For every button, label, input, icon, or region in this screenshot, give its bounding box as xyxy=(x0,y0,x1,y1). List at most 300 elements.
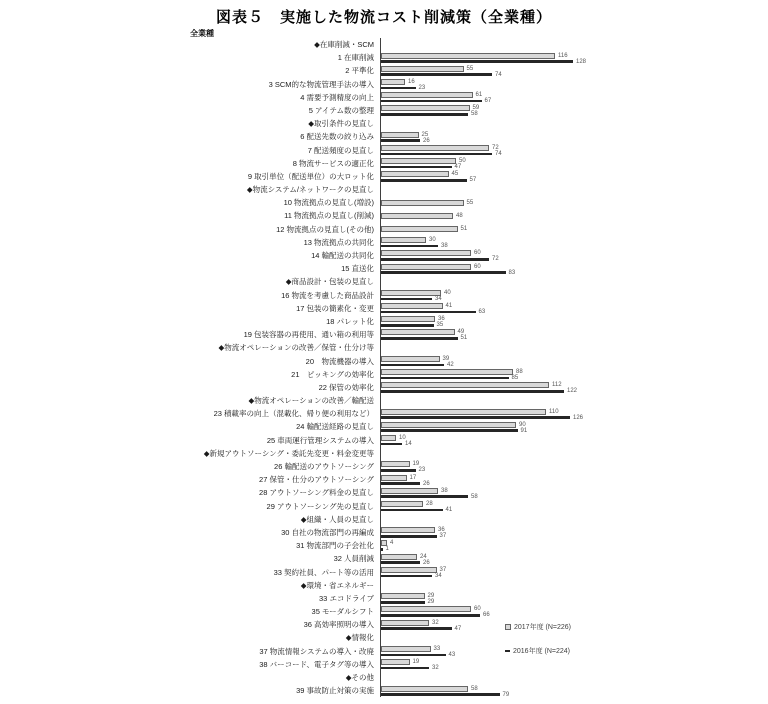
bar-2017 xyxy=(381,226,458,232)
bar-2017-value: 16 xyxy=(408,78,415,85)
bar-2016-value: 37 xyxy=(439,533,447,540)
item-label: 17 包装の簡素化・変更 xyxy=(296,303,374,313)
bar-2017-line xyxy=(381,92,768,98)
bar-2017-line xyxy=(381,554,768,560)
row-bars xyxy=(380,249,768,262)
bar-2017 xyxy=(381,567,437,573)
bar-2016-line xyxy=(381,86,768,89)
bar-2016 xyxy=(381,667,429,670)
row-bars xyxy=(380,460,768,473)
item-label: 24 輸配送経路の見直し xyxy=(296,422,374,432)
bar-2017-value: 39 xyxy=(442,355,450,362)
bar-2017-value: 61 xyxy=(475,92,483,99)
bar-2016-line xyxy=(381,653,768,656)
item-row xyxy=(0,592,768,605)
bar-2017 xyxy=(381,356,440,362)
item-row xyxy=(0,618,768,631)
item-row xyxy=(0,315,768,328)
bar-2016-value: 66 xyxy=(483,612,490,619)
bar-2017 xyxy=(381,105,470,111)
row-bars xyxy=(380,315,768,328)
bar-2017 xyxy=(381,264,471,270)
row-bars xyxy=(380,368,768,381)
row-bars xyxy=(380,104,768,117)
item-row xyxy=(0,486,768,499)
item-label: 21 ピッキングの効率化 xyxy=(291,369,374,379)
bar-2017-line xyxy=(381,369,768,375)
bar-2016-line xyxy=(381,390,768,393)
bar-2016-value: 29 xyxy=(427,599,435,606)
chart-rows xyxy=(0,38,768,697)
bar-2017-line xyxy=(381,540,768,546)
bar-2016-value: 63 xyxy=(478,309,486,316)
category-header-row xyxy=(0,183,768,196)
item-row xyxy=(0,355,768,368)
bar-2016-line xyxy=(381,535,768,538)
item-row xyxy=(0,262,768,275)
row-bars xyxy=(380,223,768,236)
bar-2017-value: 60 xyxy=(474,606,481,613)
bar-2016 xyxy=(381,535,437,538)
row-bars xyxy=(380,117,768,130)
row-bars xyxy=(380,341,768,354)
bar-2016-value: 47 xyxy=(454,164,462,171)
legend-label-2016: 2016年度 (N=224) xyxy=(513,648,571,655)
bar-2017-line xyxy=(381,329,768,335)
row-bars xyxy=(380,473,768,486)
bar-2016-line xyxy=(381,363,768,366)
item-row xyxy=(0,78,768,91)
item-row xyxy=(0,209,768,222)
row-bars xyxy=(380,486,768,499)
bar-2016-value: 72 xyxy=(492,256,499,263)
bar-2017-value: 112 xyxy=(552,382,562,389)
row-bars xyxy=(380,447,768,460)
item-label: 28 アウトソーシング料金の見直し xyxy=(259,488,374,498)
bar-2016 xyxy=(381,245,438,248)
bar-2016-line xyxy=(381,601,768,604)
item-row xyxy=(0,526,768,539)
item-label: 1 在庫削減 xyxy=(337,53,374,63)
bar-2017 xyxy=(381,303,443,309)
bar-2017 xyxy=(381,250,471,256)
item-row xyxy=(0,302,768,315)
category-header-row xyxy=(0,579,768,592)
bar-2017-value: 45 xyxy=(451,171,459,178)
bar-2016-value: 74 xyxy=(495,71,502,78)
item-row xyxy=(0,223,768,236)
bar-2016 xyxy=(381,166,452,169)
row-bars xyxy=(380,592,768,605)
bar-2017-value: 116 xyxy=(558,52,568,59)
bar-2017 xyxy=(381,316,435,322)
bar-2016 xyxy=(381,693,500,696)
bar-2016 xyxy=(381,482,420,485)
row-bars xyxy=(380,196,768,209)
bar-2016-line xyxy=(381,548,768,551)
bar-2017-value: 49 xyxy=(457,329,465,336)
item-row xyxy=(0,605,768,618)
bar-2016-value: 32 xyxy=(432,665,439,672)
row-bars xyxy=(380,566,768,579)
bar-2017-value: 29 xyxy=(427,593,435,600)
item-row xyxy=(0,249,768,262)
bar-2016-line xyxy=(381,166,768,169)
bar-2017 xyxy=(381,158,456,164)
row-bars xyxy=(380,289,768,302)
bar-2016 xyxy=(381,416,570,419)
category-header-row xyxy=(0,671,768,684)
bar-2016-line xyxy=(381,614,768,617)
bar-2017-value: 19 xyxy=(412,461,420,468)
item-row xyxy=(0,500,768,513)
bar-2017-line xyxy=(381,620,768,626)
item-row xyxy=(0,144,768,157)
bar-2017-line xyxy=(381,303,768,309)
bar-2017 xyxy=(381,554,417,560)
item-label: 31 物流部門の子会社化 xyxy=(296,541,374,551)
item-row xyxy=(0,552,768,565)
bar-2017 xyxy=(381,329,455,335)
bar-2016-line xyxy=(381,271,768,274)
bar-2016-value: 74 xyxy=(495,150,502,157)
item-row xyxy=(0,407,768,420)
bar-2017 xyxy=(381,422,516,428)
category-header-row xyxy=(0,275,768,288)
bar-2016-line xyxy=(381,627,768,630)
bar-2017-line xyxy=(381,53,768,59)
bar-2016-value: 51 xyxy=(460,335,468,342)
bar-2016-value: 85 xyxy=(511,375,519,382)
row-bars xyxy=(380,420,768,433)
item-label: 23 積載率の向上（混載化、帰り便の利用など） xyxy=(213,409,374,419)
row-bars xyxy=(380,434,768,447)
item-label: 32 人員削減 xyxy=(333,554,374,564)
category-header-row xyxy=(0,447,768,460)
category-header-label: ◆在庫削減・SCM xyxy=(314,40,374,49)
bar-2017-value: 60 xyxy=(474,263,481,270)
bar-2016 xyxy=(381,377,509,380)
bar-2017 xyxy=(381,475,407,481)
bar-2016-line xyxy=(381,442,768,445)
bar-2017-line xyxy=(381,264,768,270)
row-bars xyxy=(380,645,768,658)
item-label: 3 SCM的な物流管理手法の導入 xyxy=(268,79,374,89)
bar-2016 xyxy=(381,179,467,182)
bar-2017-line xyxy=(381,422,768,428)
item-row xyxy=(0,368,768,381)
bar-2016-line xyxy=(381,297,768,300)
bar-2016-value: 43 xyxy=(448,651,456,658)
bar-2017-line xyxy=(381,593,768,599)
bar-2017 xyxy=(381,369,513,375)
row-bars xyxy=(380,144,768,157)
category-header-row xyxy=(0,394,768,407)
bar-2017-value: 50 xyxy=(459,158,466,165)
bar-2017-line xyxy=(381,659,768,665)
row-bars xyxy=(380,684,768,697)
bar-2016-line xyxy=(381,311,768,314)
bar-2017-line xyxy=(381,145,768,151)
bar-2016-line xyxy=(381,429,768,432)
bar-2017-line xyxy=(381,646,768,652)
bar-2016 xyxy=(381,100,482,103)
row-bars xyxy=(380,658,768,671)
bar-2017 xyxy=(381,290,441,296)
row-bars xyxy=(380,381,768,394)
item-label: 26 輸配送のアウトソーシング xyxy=(274,462,374,471)
bar-2016 xyxy=(381,469,416,472)
bar-2016-line xyxy=(381,482,768,485)
bar-2017-line xyxy=(381,237,768,243)
item-label: 13 物流拠点の共同化 xyxy=(303,237,374,247)
bar-2016-value: 126 xyxy=(573,414,584,421)
bar-2017-value: 48 xyxy=(456,213,463,220)
bar-2017-value: 55 xyxy=(466,65,474,72)
row-bars xyxy=(380,394,768,407)
bar-2016 xyxy=(381,258,489,261)
row-bars xyxy=(380,170,768,183)
bar-2017 xyxy=(381,501,423,507)
bar-2016-value: 23 xyxy=(418,84,426,91)
bar-2017 xyxy=(381,132,419,138)
item-row xyxy=(0,328,768,341)
bar-2017-value: 36 xyxy=(438,316,445,323)
bar-2016-value: 38 xyxy=(441,243,448,250)
item-label: 33 契約社員、パート等の活用 xyxy=(273,567,374,577)
bar-2016-value: 34 xyxy=(435,295,442,302)
item-label: 10 物流拠点の見直し(増設) xyxy=(283,198,374,208)
row-bars xyxy=(380,91,768,104)
category-header-label: ◆商品設計・包装の見直し xyxy=(285,277,374,287)
item-row xyxy=(0,289,768,302)
row-bars xyxy=(380,526,768,539)
bar-2017-line xyxy=(381,501,768,507)
bar-2017 xyxy=(381,461,410,467)
bar-2016-value: 122 xyxy=(567,388,578,395)
bar-2016 xyxy=(381,337,458,340)
item-label: 25 車両運行管理システムの導入 xyxy=(266,435,374,445)
bar-2016-line xyxy=(381,73,768,76)
item-row xyxy=(0,658,768,671)
bar-2016-value: 58 xyxy=(471,493,478,500)
item-label: 12 物流拠点の見直し(その他) xyxy=(276,224,374,234)
bar-2016-value: 35 xyxy=(436,322,444,329)
bar-2016-line xyxy=(381,60,768,63)
legend-swatch-2016-icon xyxy=(505,650,510,652)
item-row xyxy=(0,684,768,697)
bar-2016 xyxy=(381,443,402,446)
item-row xyxy=(0,420,768,433)
bar-2016-value: 23 xyxy=(418,467,426,474)
row-bars xyxy=(380,671,768,684)
item-label: 11 物流拠点の見直し(削減) xyxy=(284,211,374,221)
item-label: 35 モーダルシフト xyxy=(311,607,374,617)
bar-2017-value: 25 xyxy=(421,131,429,138)
bar-2016 xyxy=(381,364,444,367)
item-label: 29 アウトソーシング先の見直し xyxy=(266,501,374,511)
bar-2017-value: 40 xyxy=(444,289,451,296)
bar-2016-line xyxy=(381,324,768,327)
item-row xyxy=(0,381,768,394)
bar-2016-line xyxy=(381,561,768,564)
bar-2016 xyxy=(381,87,416,90)
bar-2016 xyxy=(381,548,383,551)
bar-2016-value: 79 xyxy=(502,691,510,698)
category-header-row xyxy=(0,513,768,526)
bar-2017 xyxy=(381,606,471,612)
bar-2017-line xyxy=(381,105,768,111)
bar-2016 xyxy=(381,627,452,630)
bar-2017-value: 88 xyxy=(516,369,523,376)
category-header-row xyxy=(0,117,768,130)
bar-2017-value: 110 xyxy=(549,408,559,415)
category-header-label: ◆新規アウトソーシング・委託先変更・料金変更等 xyxy=(203,448,374,458)
bar-2016-value: 26 xyxy=(423,137,430,144)
bar-2016-value: 26 xyxy=(423,559,430,566)
category-header-label: ◆物流オペレーションの改善／輸配送 xyxy=(248,396,374,406)
bar-2017-value: 59 xyxy=(472,105,480,112)
bar-2016 xyxy=(381,429,518,432)
row-bars xyxy=(380,355,768,368)
bar-2017-line xyxy=(381,686,768,692)
bar-2016-line xyxy=(381,495,768,498)
bar-2016 xyxy=(381,654,446,657)
legend-item-2017 xyxy=(505,622,571,632)
chart-subtitle: 全業種 xyxy=(190,29,214,38)
row-bars xyxy=(380,51,768,64)
bar-2017-line xyxy=(381,200,768,206)
item-row xyxy=(0,196,768,209)
item-label: 7 配送頻度の見直し xyxy=(307,145,374,155)
bar-2017 xyxy=(381,145,489,151)
item-row xyxy=(0,539,768,552)
bar-2017 xyxy=(381,593,425,599)
item-label: 16 物流を考慮した商品設計 xyxy=(281,290,374,300)
bar-2016-value: 47 xyxy=(454,625,462,632)
category-header-row xyxy=(0,38,768,51)
bar-2017 xyxy=(381,686,468,692)
bar-2017-value: 37 xyxy=(439,566,447,573)
item-label: 15 直送化 xyxy=(341,264,374,274)
legend xyxy=(505,622,571,670)
legend-label-2017: 2017年度 (N=226) xyxy=(514,624,572,631)
bar-2016-line xyxy=(381,179,768,182)
row-bars xyxy=(380,552,768,565)
item-label: 39 事故防止対策の実施 xyxy=(296,686,374,696)
bar-2016-value: 128 xyxy=(576,58,587,65)
row-bars xyxy=(380,631,768,644)
bar-2017-value: 17 xyxy=(409,474,417,481)
bar-2017-value: 32 xyxy=(432,619,439,626)
row-bars xyxy=(380,262,768,275)
bar-2016-value: 26 xyxy=(423,480,430,487)
bar-2016-line xyxy=(381,100,768,103)
bar-2016-value: 91 xyxy=(520,427,528,434)
row-bars xyxy=(380,130,768,143)
bar-2017-value: 72 xyxy=(492,144,499,151)
bar-2016-line xyxy=(381,337,768,340)
row-bars xyxy=(380,500,768,513)
row-bars xyxy=(380,209,768,222)
item-row xyxy=(0,236,768,249)
bar-2017-value: 60 xyxy=(474,250,481,257)
bar-2017-line xyxy=(381,488,768,494)
bar-2017-value: 41 xyxy=(445,303,453,310)
item-row xyxy=(0,170,768,183)
item-row xyxy=(0,104,768,117)
bar-2017 xyxy=(381,237,426,243)
bar-2016 xyxy=(381,575,432,578)
bar-2017-line xyxy=(381,158,768,164)
bar-2017 xyxy=(381,53,555,59)
item-label: 4 需要予測精度の向上 xyxy=(300,92,374,102)
row-bars xyxy=(380,236,768,249)
item-row xyxy=(0,51,768,64)
row-bars xyxy=(380,605,768,618)
bar-2017 xyxy=(381,92,473,98)
bar-2016-line xyxy=(381,113,768,116)
item-label: 30 自社の物流部門の再編成 xyxy=(281,527,374,537)
category-header-label: ◆情報化 xyxy=(345,633,374,643)
bar-2017 xyxy=(381,527,435,533)
bar-2016 xyxy=(381,324,434,327)
bar-2017-value: 36 xyxy=(438,527,445,534)
bar-2017-value: 38 xyxy=(441,487,448,494)
bar-2016 xyxy=(381,271,506,274)
legend-swatch-2017-icon xyxy=(505,624,511,630)
bar-2017-line xyxy=(381,356,768,362)
bar-2017-value: 58 xyxy=(471,685,478,692)
bar-2017 xyxy=(381,620,429,626)
bar-2016 xyxy=(381,495,468,498)
row-bars xyxy=(380,275,768,288)
bar-2016-line xyxy=(381,667,768,670)
bar-2017 xyxy=(381,409,546,415)
item-row xyxy=(0,566,768,579)
bar-2017 xyxy=(381,488,438,494)
bar-2017-value: 33 xyxy=(433,645,441,652)
bar-2016 xyxy=(381,60,573,63)
item-label: 18 パレット化 xyxy=(326,316,374,326)
row-bars xyxy=(380,183,768,196)
bar-2017-value: 30 xyxy=(429,237,436,244)
item-row xyxy=(0,91,768,104)
bar-2016 xyxy=(381,614,480,617)
item-label: 20 物流機器の導入 xyxy=(305,356,374,366)
bar-2017 xyxy=(381,646,431,652)
bar-2017-line xyxy=(381,171,768,177)
bar-2016 xyxy=(381,113,468,116)
item-row xyxy=(0,157,768,170)
item-label: 19 包装容器の再使用、通い箱の利用等 xyxy=(243,330,374,340)
bar-2017 xyxy=(381,659,410,665)
chart-title: 図表５ 実施した物流コスト削減策（全業種） xyxy=(215,9,552,26)
category-header-label: ◆その他 xyxy=(345,673,374,682)
bar-2016-line xyxy=(381,377,768,380)
bar-2017 xyxy=(381,382,549,388)
item-row xyxy=(0,460,768,473)
row-bars xyxy=(380,539,768,552)
category-header-label: ◆環境・省エネルギー xyxy=(300,580,374,590)
bar-2016-value: 58 xyxy=(471,111,478,118)
bar-2016-value: 14 xyxy=(405,440,412,447)
bar-2017-line xyxy=(381,66,768,72)
item-row xyxy=(0,473,768,486)
bar-2016-value: 41 xyxy=(445,506,453,513)
bar-2017-line xyxy=(381,250,768,256)
item-label: 2 平準化 xyxy=(345,66,374,76)
